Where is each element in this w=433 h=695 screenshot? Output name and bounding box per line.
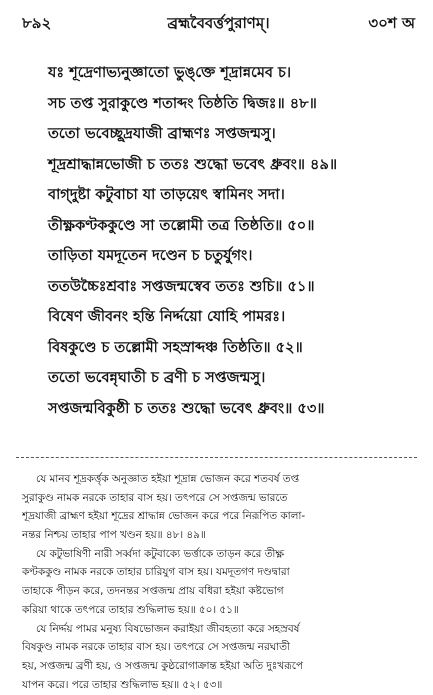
bengali-commentary [22, 470, 421, 694]
commentary-line: সুরাকুণ্ড নামক নরকে তাহার বাস হয়। তৎপরে সে সপ্তজন্ম ভারতে [22, 491, 288, 504]
verse-line: যঃ শূদ্রেণাভ্যনুজ্ঞাতো ভুঙ্‌ক্তে শূদ্রান্নমেব চ। [48, 64, 292, 81]
commentary-line: যে কটুভাষিণী নারী সর্ব্বদা কটুবাক্যে ভর্ত্তাকে তাড়ন করে তীক্ষ্ণ [36, 547, 285, 560]
verse-line: সচ তপ্ত সুরাকুণ্ডে শতাব্দং তিষ্ঠতি দ্বিজঃ॥ ৪৮॥ [48, 94, 317, 112]
page-number: ৮৯২ [22, 14, 52, 32]
sanskrit-verses [18, 58, 423, 424]
commentary-line: যে নির্দ্দয় পামর মনুষ্য বিষভোজন করাইয়া জীবহত্যা করে সহস্রবর্ষ [36, 622, 300, 635]
commentary-line: যাপন করে। পরে তাহার শুদ্ধিলাভ হয়॥ ৫২। ৫৩॥ [22, 678, 223, 691]
verse-line: বাগ্‌দুষ্টা কটুবাচা যা তাড়য়েৎ স্বামিনং সদা। [48, 186, 285, 203]
commentary-line: কণ্টককুণ্ড নামক নরকে তাহার চারিযুগ বাস হয়। যমদূতগণ দণ্ডদ্বারা [22, 566, 290, 579]
running-title: ব্রহ্মবৈবর্ত্তপুরাণম্। [167, 14, 270, 32]
verse-line: তাড়িতা যমদূতেন দণ্ডেন চ চতুর্যুগং। [48, 247, 253, 264]
verse-line: বিষেণ জীবনং হন্তি নির্দ্দয়ো যোহি পামরঃ। [48, 308, 286, 325]
commentary-line: করিয়া থাকে তৎপরে তাহার শুদ্ধিলাভ হয়॥ ৫০। ৫১॥ [22, 603, 239, 616]
page-header [22, 12, 415, 34]
verse-line: বিষকুণ্ডে চ তল্লোমী সহস্রাব্দঞ্চ তিষ্ঠতি॥ ৫২॥ [48, 338, 303, 356]
commentary-line: বিষকুণ্ড নামক নরকে তাহার বাস হয়। তৎপরে সে সপ্তজন্ম নরঘাতী [22, 641, 290, 654]
commentary-line: হয়, সপ্তজন্ম ব্রণী হয়, ও সপ্তজন্ম কুষ্ঠরোগাক্রান্ত হইয়া অতি দুঃখরূপে [22, 659, 303, 672]
verse-line: ততউচ্চৈঃশ্রবাঃ সপ্তজন্মস্বেব ততঃ শুচি॥ ৫১॥ [48, 277, 315, 295]
commentary-line: তাহাকে পীড়ন করে, তদনন্তর সপ্তজন্ম প্রায় বধিরা হইয়া কষ্টভোগ [22, 585, 284, 598]
verse-line: ততো ভবেন্নৃঘাতী চ ব্রণী চ সপ্তজন্মসু। [48, 369, 266, 386]
verse-line: ততো ভবেচ্ছূদ্রযাজী ব্রাহ্মণঃ সপ্তজন্মসু। [48, 125, 276, 142]
verse-line: সপ্তজন্মবিকুষ্ঠী চ ততঃ শুদ্ধো ভবেৎ ধ্রুবং॥ ৫৩॥ [48, 399, 325, 417]
verse-line: তীক্ষ্ণকণ্টককুণ্ডে সা তল্লোমী তত্র তিষ্ঠতি॥ ৫০॥ [48, 216, 315, 234]
section-divider [16, 457, 417, 458]
commentary-line: নন্তর নিশ্চয় তাহার পাপ খণ্ডন হয়॥ ৪৮। ৪৯॥ [22, 529, 206, 542]
commentary-line: শূদ্রযাজী ব্রাহ্মণ হইয়া শূদ্রের শ্রাদ্ধান্ন ভোজন করে পরে নিরূপিত কালা- [22, 510, 306, 523]
verse-line: শূদ্রশ্রাদ্ধান্নভোজী চ ততঃ শুদ্ধো ভবেৎ ধ্রুবং॥ ৪৯॥ [48, 155, 338, 173]
commentary-line: যে মানব শূদ্রকর্ত্তৃক অনুজ্ঞাত হইয়া শূদ্রান্ন ভোজন করে শতবর্ষ তপ্ত [36, 473, 300, 485]
chapter-label: ৩০শ অ [368, 14, 415, 32]
